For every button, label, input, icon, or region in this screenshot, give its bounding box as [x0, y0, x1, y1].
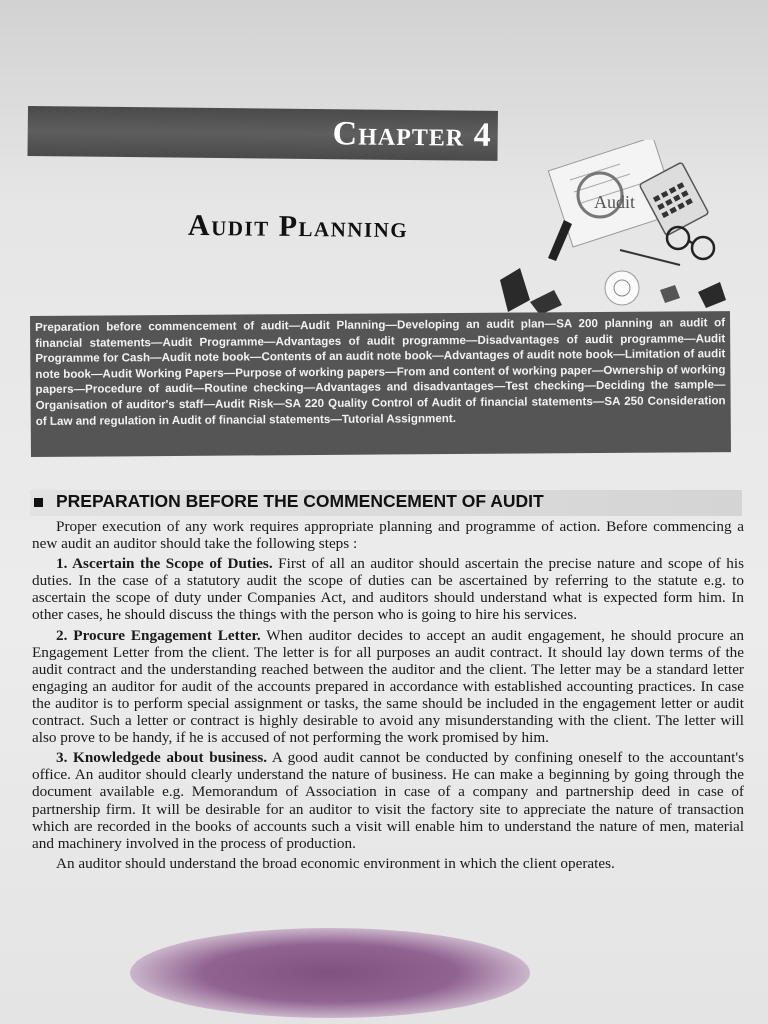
- finger-blur: [130, 928, 530, 1018]
- point-1-heading: 1. Ascertain the Scope of Duties.: [56, 555, 273, 573]
- point-2: [32, 627, 744, 747]
- point-1-text: First of all an auditor should ascertain the precise nature and scope of his duties. In the case of a statutory audit the scope of duties can be ascertained by referring to the statute e.g. to ascertain the scope of duty under Companies Act, and auditors should understand what is expected form him. In other cases, he should discuss the things with the person who is going to hire his services.: [32, 555, 744, 624]
- chapter-topics: Preparation before commencement of audit—Audit Planning—Developing an audit plan—SA 200 planning an audit of financial statements—Audit Programme—Advantages of audit programme—Disadvantages of audit programme—Audit Programme for Cash—Audit note book—Contents of an audit note book—Advantages of audit note book—Limitation of audit note book—Audit Working Papers—Purpose of working papers—From and content of working paper—Ownership of working papers—Procedure of audit—Routine checking—Advantages and disadvantages—Test checking—Deciding the sample—Organisation of auditor's staff—Audit Risk—SA 220 Quality Control of Audit of financial statements—SA 250 Consideration of Law and regulation in Audit of financial statements—Tutorial Assignment.: [35, 316, 726, 428]
- point-3-text: A good audit cannot be conducted by confining oneself to the accountant's office. An auditor should clearly understand the nature of business. He can make a beginning by going through the document available e.g. Memorandum of Association in case of a company and partnership deed in case of partnership firm. It will be desirable for an auditor to visit the factory site to appreciate the nature of transaction which are recorded in the books of accounts such a visit will enable him to understand the nature of men, material and machinery involved in the process of production.: [32, 749, 744, 852]
- point-2-text: When auditor decides to accept an audit engagement, he should procure an Engagement Letter from the client. The letter is for all purposes an audit contract. It should lay down terms of the audit contract and the understanding reached between the auditor and the client. The letter may be a standard letter engaging an auditor for audit of the accounts prepared in accordance with established accounting practices. In case the auditor is to perform special assignment or tasks, the same should be included in the engagement letter or audit contract. Such a letter or contract is highly desirable to avoid any misunderstanding with the client. The letter will also prove to be handy, if he is accused of not performing the work promised by him.: [32, 626, 744, 747]
- point-2-heading: 2. Procure Engagement Letter.: [56, 626, 261, 644]
- square-bullet-icon: [34, 498, 43, 507]
- intro-paragraph: Proper execution of any work requires appropriate planning and programme of action. Before commencing a new audit an auditor should take the following steps :: [32, 518, 744, 553]
- body-text: [32, 518, 744, 872]
- closing-paragraph: An auditor should understand the broad economic environment in which the client operates.: [56, 854, 615, 872]
- chapter-title: Audit Planning: [187, 208, 409, 245]
- chapter-label: Chapter 4: [332, 115, 492, 154]
- section-heading-bar: [30, 490, 742, 516]
- section-title: PREPARATION BEFORE THE COMMENCEMENT OF AUDIT: [56, 491, 544, 511]
- audit-form-label: Audit: [594, 192, 636, 212]
- point-3-heading: 3. Knowledgede about business.: [56, 749, 268, 767]
- audit-illustration: [500, 140, 730, 315]
- point-3: [32, 749, 744, 852]
- point-1: [32, 555, 744, 623]
- chapter-banner: [27, 106, 497, 161]
- chapter-topics-box: [30, 311, 731, 457]
